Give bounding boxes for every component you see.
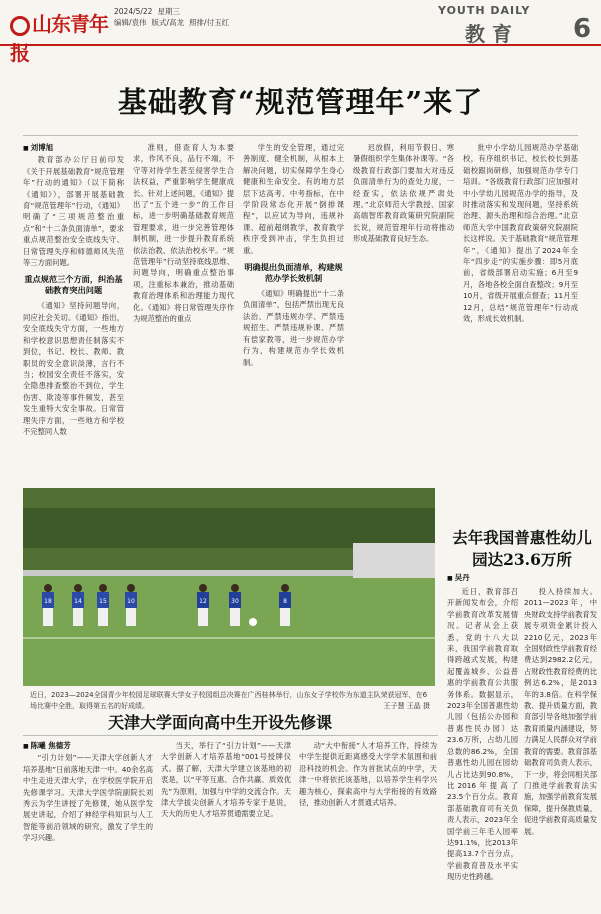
main-article-col-4: [353, 142, 454, 482]
designer-credit: 版式/高龙: [151, 18, 185, 27]
main-paragraph: 教育部办公厅日前印发《关于开展基础教育“规范管理年”行动的通知》（以下简称《通知》），部署开展基础教育“规范管理年”行动，《通知》明确了“三项规范整治重点”和“十二条负面清单”，要求重点规范整治安全底线失守、日常管理失序和师德师风失范等三方面问题。: [23, 155, 124, 268]
main-headline: 基础教育“规范管理年”来了: [117, 85, 484, 119]
newspaper-logo: 山东青年报: [10, 12, 108, 65]
issue-weekday: 星期三: [157, 7, 180, 16]
issue-date: 2024/5/22: [114, 7, 153, 16]
proof-credit: 照排/付玉红: [189, 18, 230, 27]
tianjin-headline: 天津大学面向高中生开设先修课: [107, 713, 332, 732]
main-paragraph: 《通知》明确提出“十二条负面清单”，包括严禁出现无良法治、严禁违规办学、严禁违规招生、严禁违规补课、严禁有偿家教等，进一步规范办学行为，构建规范办学长效机制。: [243, 289, 344, 367]
photo-credit: 王子慧 王晶 摄: [383, 702, 430, 710]
jersey-number: 12: [199, 598, 207, 605]
jersey-number: 14: [74, 598, 82, 605]
main-subheading-1: 重点规范三个方面，纠治基础教育突出问题: [24, 274, 123, 296]
main-byline: ■ 刘博旭: [23, 142, 124, 154]
tianjin-col-3: [299, 740, 437, 908]
logo-emblem-icon: [10, 16, 30, 36]
issue-meta: [114, 6, 234, 28]
kindergarten-col-a: [447, 586, 518, 908]
section-name: 教 育: [465, 22, 512, 46]
main-paragraph: 《通知》坚持问题导向，同应社会关切。《通知》指出，安全底线失守方面，一些地方和学校意识思想责任制落实不到位，书记、校长、教师、教职员的安全意识淡薄，言行不当；校园安全责任不落实，安全隐患排查整治不到位，学生伤害、欺凌等事件频发，甚至发生重特大安全事故。日常管理失序方面，一些地方和学校不完整同人数: [23, 301, 124, 436]
main-article-col-3: [243, 142, 344, 482]
photo-caption: 近日，2023—2024全国青少年校园足球联赛大学女子校园组总决赛在广西桂林举行，山东女子学校作为东道主队荣获冠军，在6场比赛中全胜，取得第五名的好成绩。: [30, 691, 428, 710]
kindergarten-byline: ■ 吴丹: [447, 572, 597, 584]
editor-credit: 编辑/袁伟: [114, 18, 147, 27]
kindergarten-paragraph: 近日，教育部召开新闻发布会，介绍学前教育改革发展情况。记者从会上获悉，党的十八大以来，我国学前教育取得跨越式发展，构建起覆盖城乡、公益普惠的学前教育公共服务体系。数据显示，2023年全国普惠性幼儿园（包括公办园和普惠性民办园）达23.6万所，占幼儿园总数的86.2%，全国普惠性幼儿园在园幼儿占比达到90.8%，比2016年提高了23.5个百分点。教育部基础教育司有关负责人表示，2023年全国学前三年毛入园率达91.1%，比2013年提高13.7个百分点，学前教育普及水平实现历史性跨越。: [447, 587, 518, 882]
soccer-scene-illustration: [23, 488, 435, 686]
kindergarten-headline: 去年我国普惠性幼儿园达23.6万所: [452, 528, 592, 569]
headline-divider: [23, 135, 578, 136]
main-paragraph: 批中小学幼儿园规范办学基础校，有序组织书记、校长校长到基础校跟岗研修，加强规范办学专门培训。“各级教育行政部门应加强对中小学幼儿园规范办学的指导，及时推动落实和发现问题，坚持系统治理、源头治理和综合治理。”北京师范大学中国教育政策研究院副院长这样说。关于基础教育“规范管理年”，《通知》提出了2024年全年“四步走”的实施步骤：即5月底前，省级部署启动实施；6月至9月，各地各校全面自查整改；9月至10月，省级开展重点督查；11月至12月，总结“规范管理年”行动成效，形成长效机制。: [463, 143, 578, 324]
main-paragraph: 学生的安全管理，通过完善制度、健全机制，从根本上解决问题，切实保障学生身心健康和生命安全。有的地方层层下达高考、中考指标，在中学阶段常态化开展“倒排课程”，以应试为导向，违规补课、超前超纲教学，教育教学秩序受到冲击，学生负担过重。: [243, 143, 344, 255]
tianjin-byline: ■ 陈曦 焦德芳: [23, 740, 153, 752]
tianjin-paragraph: 动“大中衔接”人才培养工作，持续为中学生提供近距离感受大学学术氛围和前沿科技的机会。作为首批试点的中学，天津一中将依托该基地，以培养学生科学兴趣为核心，探索高中与大学衔接的有效路径，推动创新人才贯通式培养。: [299, 741, 437, 808]
youth-daily-label: YOUTH DAILY: [438, 4, 531, 17]
tianjin-paragraph: “引力计划”——天津大学创新人才培养基地”日前落地天津一中。40余名高中生走进天津大学，在学校医学院开启先修课学习。天津大学医学院副院长刘秀云为学生讲授了先修课，她从医学发展史讲起，介绍了神经学科知识与人工智能等前沿领域的研究，激发了学生的学习兴趣。: [23, 753, 153, 843]
kindergarten-col-b: [524, 586, 597, 908]
soccer-photo: [23, 488, 435, 686]
main-paragraph: 准则，借查育人为本要求，作风不良，品行不端，不守等对待学生甚至侵害学生合法权益，严重影响学生健康成长。针对上述问题，《通知》提出了“五个进一步”的工作目标，进一步明确基础教育规范管理要求，进一步完善管理体制机制，进一步提升教育系统依法治教、依法治校水平。“规范管理年”行动坚持底线思维、问题导向，明确重点整治事项，注重标本兼治，推动基础教育治理体系和治理能力现代化。《通知》将日常管理失序作为规范整治的重点: [133, 143, 234, 324]
jersey-number: 30: [231, 598, 239, 605]
jersey-number: 18: [44, 598, 52, 605]
kindergarten-paragraph: 投入持续加大。2011—2023年，中央财政支持学前教育发展专项资金累计投入2210亿元，2023年全国财政性学前教育经费达到2982.2亿元，占财政性教育经费的比例达6.2%，是2013年的3.8倍。在科学保教、提升质量方面，教育部引导各地加强学前教育质量内涵建设，努力满足人民群众对学前教育的需要。教育部基础教育司负责人表示，下一步，将会同相关部门推进学前教育法实施，加强学前教育发展保障，提升保教质量，促进学前教育高质量发展。: [524, 587, 597, 836]
page-number: 6: [573, 14, 592, 44]
main-article-col-1: [23, 142, 124, 482]
jersey-number: 8: [283, 598, 287, 605]
jersey-number: 10: [127, 598, 135, 605]
bottom-divider: [23, 735, 438, 736]
kindergarten-byline-box: [447, 572, 597, 584]
tianjin-col-1: [23, 740, 153, 908]
tianjin-paragraph: 当天，举行了“引力计划”——天津大学创新人才培养基地“001号授牌仪式。据了解，天津大学建立该基地的初衷是，以“平等互惠、合作共赢、质效优先”为原则，加强与中学的交流合作。天津大学拔尖创新人才培养专家于是说，天大的历史人才培养贯通需要立足。: [161, 741, 291, 819]
main-paragraph: 迟放假，利用节假日、寒暑假组织学生集体补课等。“各级教育行政部门要加大对违反负面清单行为的查处力度，一经查实，依法依规严肃处理。”北京师范大学教授、国家高端智库教育政策研究院副院长说，规范管理年行动将推动形成基础教育良好生态。: [353, 143, 454, 244]
tianjin-col-2: [161, 740, 291, 908]
main-article-col-5: [463, 142, 578, 482]
main-subheading-2: 明确提出负面清单，构建规范办学长效机制: [244, 262, 343, 284]
jersey-number: 15: [99, 598, 107, 605]
main-article-col-2: [133, 142, 234, 482]
